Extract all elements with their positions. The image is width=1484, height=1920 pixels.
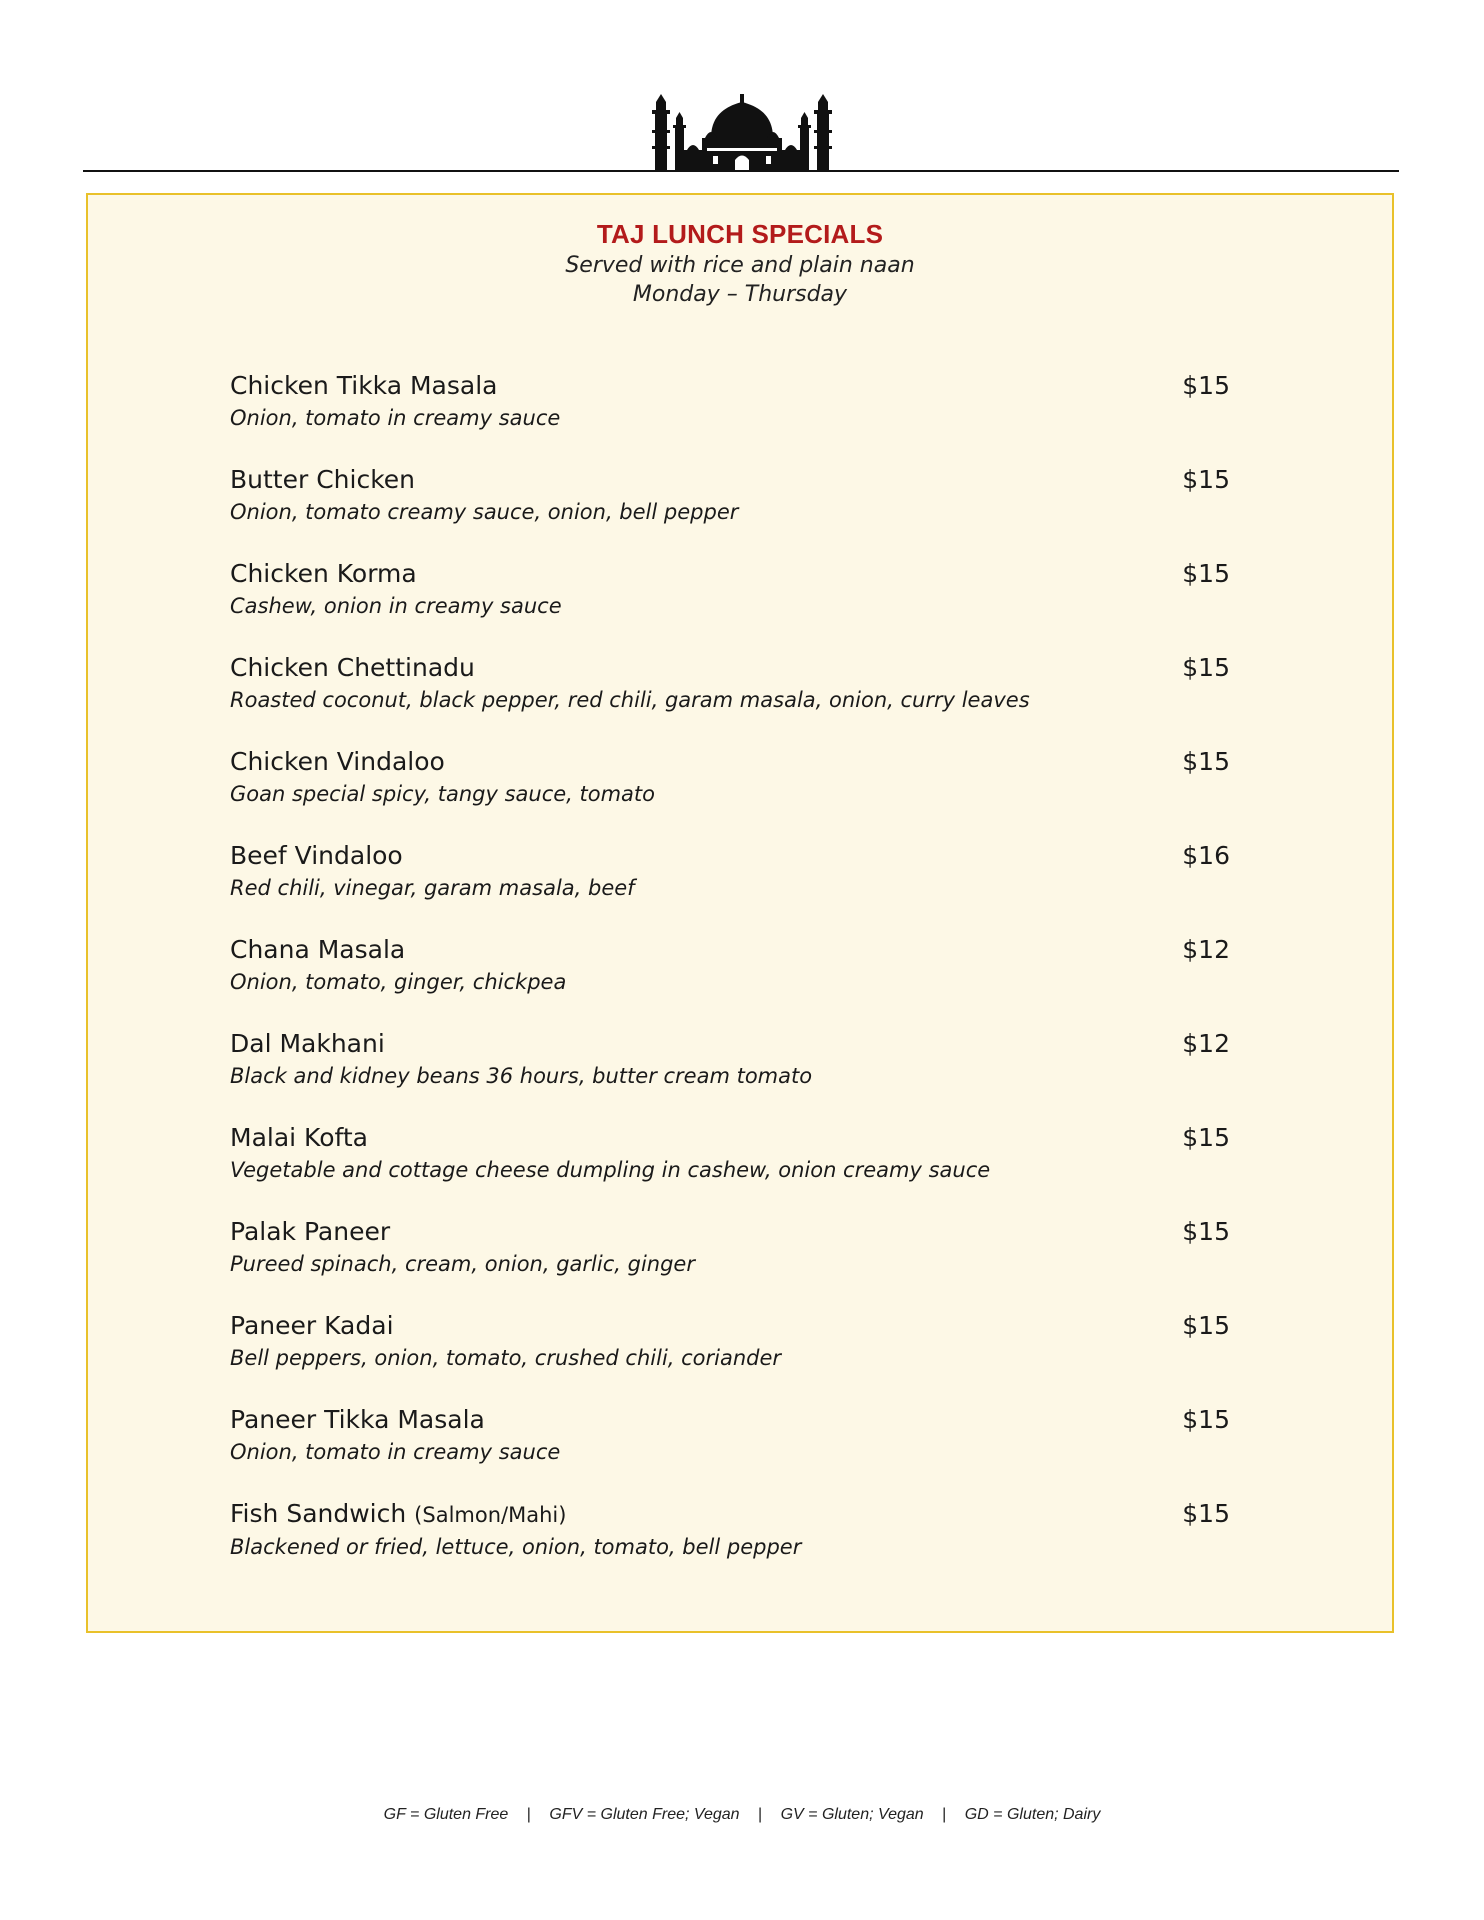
menu-item bbox=[230, 1497, 1360, 1591]
legend-separator: | bbox=[942, 1806, 947, 1823]
menu-item-description: Goan special spicy, tangy sauce, tomato bbox=[230, 782, 655, 806]
menu-item-name: Chicken Korma bbox=[230, 559, 417, 588]
menu-item-name: Paneer Tikka Masala bbox=[230, 1405, 485, 1434]
menu-item-name: Chana Masala bbox=[230, 935, 406, 964]
menu-item bbox=[230, 933, 1360, 1027]
menu-item bbox=[230, 1215, 1360, 1309]
menu-item bbox=[230, 369, 1360, 463]
menu-item-price: $15 bbox=[1182, 1311, 1230, 1340]
menu-item-price: $12 bbox=[1182, 935, 1230, 964]
menu-item-name: Beef Vindaloo bbox=[230, 841, 403, 870]
menu-subtitle-days: Monday – Thursday bbox=[632, 282, 848, 307]
menu-item-description: Red chili, vinegar, garam masala, beef bbox=[230, 876, 635, 900]
menu-item-name: Fish Sandwich bbox=[230, 1499, 407, 1528]
menu-item bbox=[230, 839, 1360, 933]
menu-item-name: Palak Paneer bbox=[230, 1217, 391, 1246]
menu-header bbox=[88, 217, 1392, 309]
menu-item-description: Black and kidney beans 36 hours, butter cream tomato bbox=[230, 1064, 813, 1088]
dietary-legend bbox=[0, 1806, 1484, 1824]
menu-subtitle-served-with: Served with rice and plain naan bbox=[565, 253, 915, 278]
menu-item-price: $15 bbox=[1182, 747, 1230, 776]
legend-separator: | bbox=[526, 1806, 531, 1823]
menu-item-price: $15 bbox=[1182, 559, 1230, 588]
menu-item-list bbox=[230, 369, 1360, 1591]
menu-item-description: Cashew, onion in creamy sauce bbox=[230, 594, 562, 618]
menu-item-price: $15 bbox=[1182, 1499, 1230, 1528]
menu-item bbox=[230, 651, 1360, 745]
menu-item bbox=[230, 463, 1360, 557]
menu-item bbox=[230, 1309, 1360, 1403]
lunch-specials-panel bbox=[86, 193, 1394, 1633]
menu-item-description: Onion, tomato in creamy sauce bbox=[230, 406, 561, 430]
menu-item-price: $12 bbox=[1182, 1029, 1230, 1058]
menu-item-description: Onion, tomato, ginger, chickpea bbox=[230, 970, 567, 994]
menu-item-name: Butter Chicken bbox=[230, 465, 416, 494]
menu-item-description: Vegetable and cottage cheese dumpling in cashew, onion creamy sauce bbox=[230, 1158, 991, 1182]
menu-item-price: $16 bbox=[1182, 841, 1230, 870]
menu-item-description: Onion, tomato creamy sauce, onion, bell pepper bbox=[230, 500, 739, 524]
menu-item-name: Chicken Vindaloo bbox=[230, 747, 445, 776]
menu-item-name: Paneer Kadai bbox=[230, 1311, 394, 1340]
legend-separator: | bbox=[758, 1806, 763, 1823]
menu-item bbox=[230, 1403, 1360, 1497]
menu-item-price: $15 bbox=[1182, 1123, 1230, 1152]
menu-item-price: $15 bbox=[1182, 653, 1230, 682]
menu-item-description: Blackened or fried, lettuce, onion, tomato, bell pepper bbox=[230, 1535, 802, 1559]
menu-item-description: Bell peppers, onion, tomato, crushed chili, coriander bbox=[230, 1346, 782, 1370]
menu-item bbox=[230, 1027, 1360, 1121]
menu-item-description: Roasted coconut, black pepper, red chili, garam masala, onion, curry leaves bbox=[230, 688, 1030, 712]
menu-item-price: $15 bbox=[1182, 1405, 1230, 1434]
menu-item-price: $15 bbox=[1182, 465, 1230, 494]
menu-item-price: $15 bbox=[1182, 371, 1230, 400]
taj-mahal-silhouette-icon bbox=[647, 92, 837, 170]
menu-item-description: Pureed spinach, cream, onion, garlic, ginger bbox=[230, 1252, 695, 1276]
menu-item-name: Chicken Tikka Masala bbox=[230, 371, 498, 400]
menu-item bbox=[230, 1121, 1360, 1215]
header-rule bbox=[83, 170, 1399, 172]
legend-gf: GF = Gluten Free bbox=[383, 1806, 509, 1823]
legend-gv: GV = Gluten; Vegan bbox=[780, 1806, 924, 1823]
menu-item-name: Malai Kofta bbox=[230, 1123, 368, 1152]
menu-item-price: $15 bbox=[1182, 1217, 1230, 1246]
legend-gd: GD = Gluten; Dairy bbox=[964, 1806, 1101, 1823]
menu-item-name: Chicken Chettinadu bbox=[230, 653, 475, 682]
menu-item-description: Onion, tomato in creamy sauce bbox=[230, 1440, 561, 1464]
menu-item-note: (Salmon/Mahi) bbox=[414, 1503, 567, 1527]
menu-title: TAJ LUNCH SPECIALS bbox=[596, 219, 884, 249]
legend-gfv: GFV = Gluten Free; Vegan bbox=[549, 1806, 740, 1823]
menu-item bbox=[230, 557, 1360, 651]
menu-item-name: Dal Makhani bbox=[230, 1029, 385, 1058]
menu-item bbox=[230, 745, 1360, 839]
